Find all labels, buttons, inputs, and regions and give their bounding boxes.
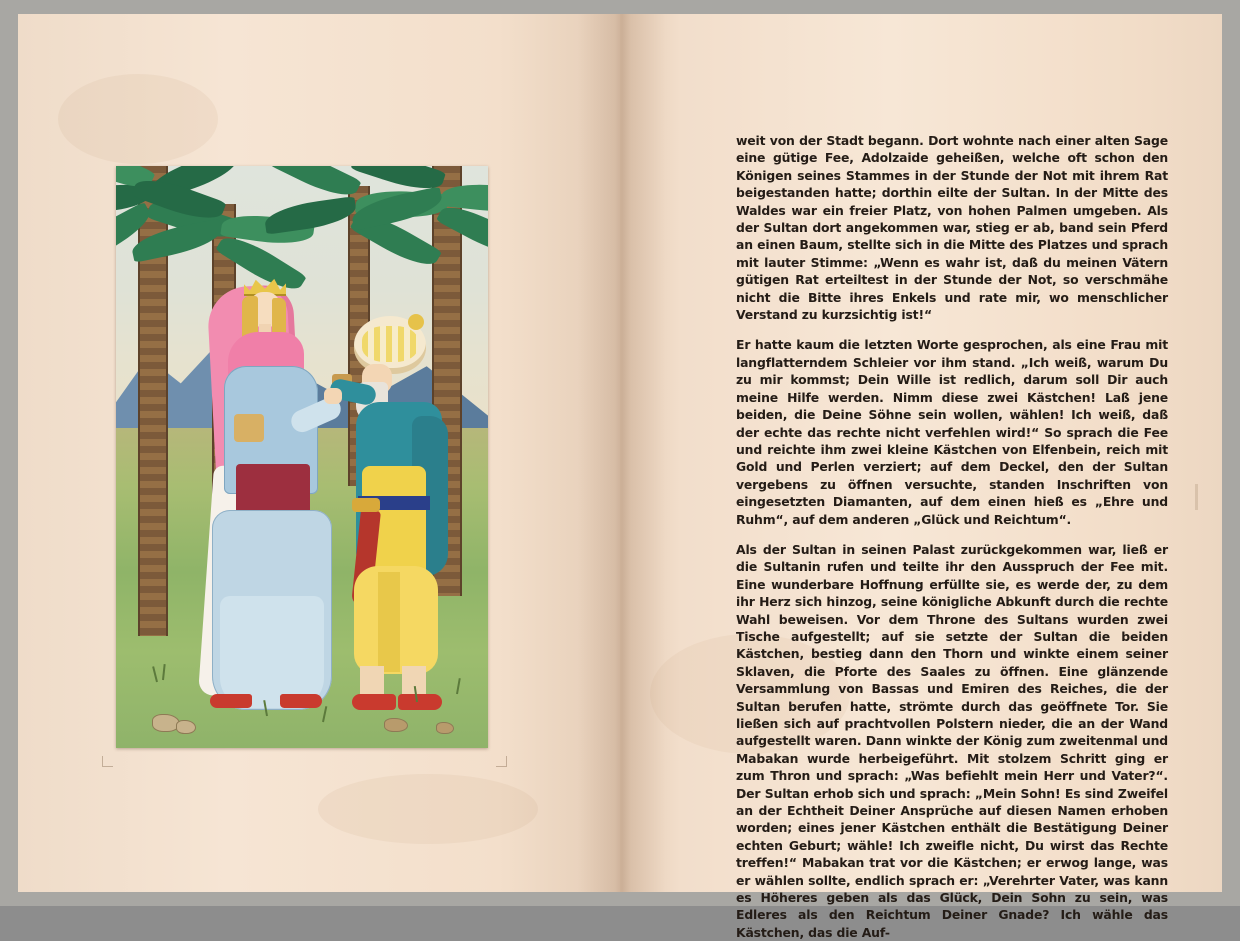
stone [436,722,454,734]
turban-stripes [362,326,418,362]
sultan-shoe [352,694,396,710]
paragraph: Als der Sultan in seinen Palast zurückgekommen war, ließ er die Sultanin rufen und teilte ihr den Ausspruch der Fee mit. Eine wunderbare Hoffnung erfüllte sie, es werde der, zu dem ihr Herz sich hinzog, seine königliche Abkunft durch die rechte Wahl beweisen. Vor dem Throne des Sultans wurden zwei Tische aufgestellt; auf sie setzte der Sultan die beiden Kästchen, bestieg dann den Thorn und winkte einem seiner Sklaven, die Pforte des Saales zu öffnen. Eine glänzende Versammlung von Bassas und Emiren des Reiches, die der Sultan berufen hatte, strömte durch das geöffnete Tor. Sie ließen sich auf prachtvollen Polstern nieder, die an der Wand aufgestellt waren. Dann winkte der König zum zweitenmal und Mabakan wurde herbeigeführt. Mit stolzem Schritt ging er zum Thron und sprach: „Was befiehlt mein Herr und Vater?“. Der Sultan erhob sich und sprach: „Mein Sohn! Es sind Zweifel an der Echtheit Deiner Ansprüche auf diesen Namen erhoben worden; eines jener Kästchen enthält die Bestätigung Deiner echten Geburt; wähle! Ich zweifle nicht, Du wirst das Rechte treffen!“ Mabakan trat vor die Kästchen; er erwog lange, was er wählen sollte, endlich sprach er: „Verehrter Vater, was kann es Höheres geben als das Glück, Dein Sohn zu sein, was Edleres als den Reichtum Deiner Gnade? Ich wähle das Kästchen, das die Auf- [736,541,1168,940]
paper-stain [318,774,538,844]
woman-shoe [210,694,252,708]
sword-hilt [352,498,380,512]
sultan-hand [324,388,342,404]
plate-corner-mark [496,756,507,767]
color-plate-frame [116,166,488,748]
woman-shoe [280,694,322,708]
page-edge-mark [1195,484,1198,510]
stone [176,720,196,734]
color-plate-sultan-and-fairy [116,166,488,748]
trouser-fold [378,572,400,672]
open-book [18,14,1222,940]
turban-jewel [408,314,424,330]
stone [384,718,408,732]
plate-corner-mark [102,756,113,767]
skirt-highlight [220,596,324,708]
paragraph: Er hatte kaum die letzten Worte gesprochen, als eine Frau mit langflatterndem Schleier vor ihm stand. „Ich weiß, warum Du zu mir kommst; Dein Wille ist redlich, darum soll Dir auch meine Hilfe werden. Nimm diese zwei Kästchen! Laß jene beiden, die Deine Söhne sein wollen, wählen! Ich weiß, daß der echte das rechte nicht verfehlen wird!“ So sprach die Fee und reichte ihm zwei kleine Kästchen von Elfenbein, reich mit Gold und Perlen verziert; auf dem Deckel, den der Sultan vergebens zu öffnen versuchte, standen Inschriften von eingesetzten Diamanten, auf dem einen hieß es „Ehre und Ruhm“, auf dem anderen „Glück und Reichtum“. [736,337,1168,527]
left-page [18,14,620,892]
paper-stain [58,74,218,164]
paragraph: weit von der Stadt begann. Dort wohnte nach einer alten Sage eine gütige Fee, Adolzaide geheißen, welche oft schon den Königen seines Stammes in der Stunde der Not mit ihrem Rat beigestanden hatte; dorthin eilte der Sultan. In der Mitte des Waldes war ein freier Platz, von hohen Palmen umgeben. Als der Sultan dort angekommen war, stieg er ab, band sein Pferd an einen Baum, stellte sich in die Mitte des Platzes und sprach mit lauter Stimme: „Wenn es wahr ist, daß du meinen Vätern gütigen Rat erteiltest in der Stunde der Not, so verschmähe nicht die Bitte ihres Enkels und rate mir, wo menschlicher Verstand zu kurzsichtig ist!“ [736,133,1168,323]
sultan-shoe [398,694,442,710]
ivory-casket-held [234,414,264,442]
story-text-column [736,132,1168,941]
